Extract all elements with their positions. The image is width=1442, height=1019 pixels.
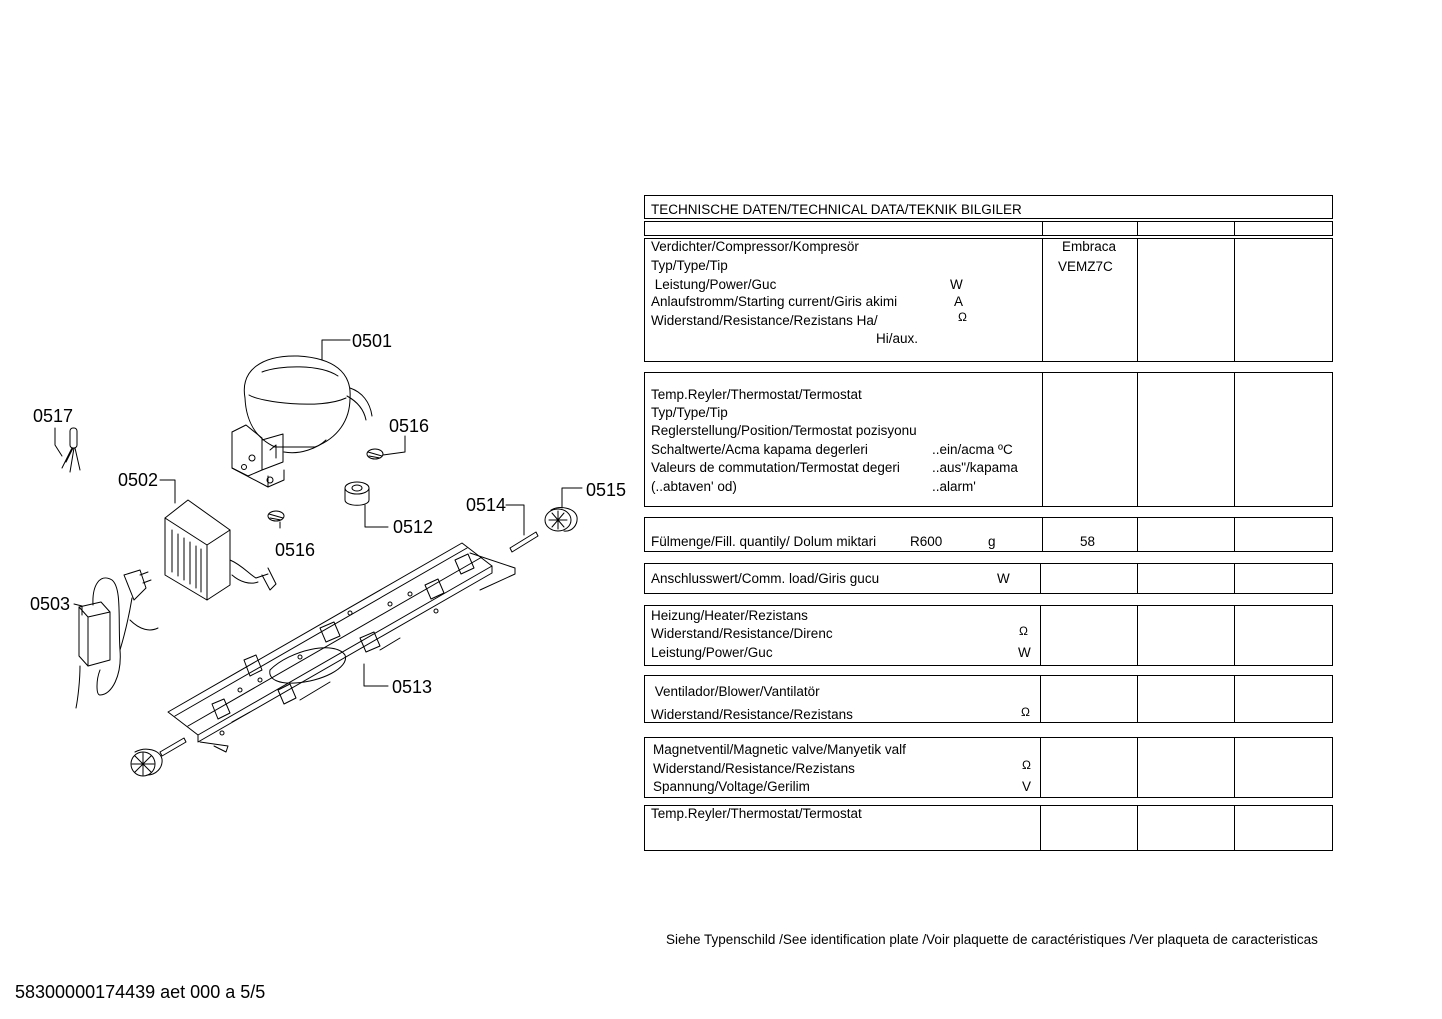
callout-0516-upper: 0516 (389, 416, 430, 436)
blower-resistance-label: Widerstand/Resistance/Rezistans (651, 707, 853, 722)
capacitor-drawing (62, 428, 80, 472)
valve-resistance-label: Widerstand/Resistance/Rezistans (653, 761, 855, 776)
heater-power-unit: W (1018, 645, 1031, 660)
thermostat-on-unit: ..ein/acma ºC (932, 442, 1013, 457)
heater-label: Heizung/Heater/Rezistans (651, 608, 808, 623)
compressor-maker-value: Embraca (1062, 239, 1117, 254)
thermostat-alarm-unit: ..alarm' (932, 479, 976, 494)
compressor-current-unit: A (954, 294, 964, 309)
compressor-drawing (232, 356, 372, 487)
fill-quantity-unit: g (988, 534, 996, 549)
parts-diagram (0, 0, 640, 800)
compressor-power-label: Leistung/Power/Guc (651, 277, 777, 292)
thermostat-label: Temp.Reyler/Thermostat/Termostat (651, 387, 862, 402)
compressor-resistance-label: Widerstand/Resistance/Rezistans Ha/ (651, 313, 878, 328)
power-cord-drawing (76, 570, 158, 708)
document-id: 58300000174439 aet 000 a 5/5 (15, 982, 266, 1002)
thermostat-position-label: Reglerstellung/Position/Termostat pozisyonu (651, 423, 917, 438)
compressor-aux-label: Hi/aux. (876, 331, 919, 346)
compressor-current-label: Anlaufstromm/Starting current/Giris akimi (651, 294, 898, 309)
thermostat-switch-values-label: Schaltwerte/Acma kapama degerleri (651, 442, 868, 457)
compressor-resistance-unit: Ω (958, 310, 967, 324)
thermostat-defrost-label: (..abtaven' od) (651, 479, 737, 494)
callout-0501: 0501 (352, 331, 393, 351)
callout-0515: 0515 (586, 480, 627, 500)
fill-quantity-value: 58 (1080, 534, 1096, 549)
callout-0516-lower: 0516 (275, 540, 316, 560)
compressor-type-value: VEMZ7C (1058, 259, 1113, 274)
connected-load-label: Anschlusswert/Comm. load/Giris gucu (651, 571, 880, 586)
thermostat-type-label: Typ/Type/Tip (651, 405, 728, 420)
refrigerant-type: R600 (910, 534, 943, 549)
valve-voltage-unit: V (1022, 779, 1032, 794)
identification-plate-note: Siehe Typenschild /See identification plate /Voir plaquette de caractéristiques /Ver plaqueta de caracteristicas (666, 932, 1318, 947)
fill-quantity-label: Fülmenge/Fill. quantily/ Dolum miktari (651, 534, 877, 549)
valve-resistance-unit: Ω (1022, 758, 1031, 772)
magnetic-valve-label: Magnetventil/Magnetic valve/Manyetik valf (653, 742, 906, 757)
connected-load-unit: W (997, 571, 1010, 586)
thermostat2-label: Temp.Reyler/Thermostat/Termostat (651, 806, 862, 821)
heater-power-label: Leistung/Power/Guc (651, 645, 773, 660)
blower-resistance-unit: Ω (1021, 705, 1030, 719)
callout-0517: 0517 (33, 406, 74, 426)
heater-resistance-unit: Ω (1019, 624, 1028, 638)
callout-0503: 0503 (30, 594, 71, 614)
column-header-row (644, 221, 1333, 236)
heater-resistance-label: Widerstand/Resistance/Direnc (651, 626, 833, 641)
callout-0502: 0502 (118, 470, 159, 490)
compressor-power-unit: W (950, 277, 963, 292)
thermostat-commutation-label: Valeurs de commutation/Termostat degeri (651, 460, 900, 475)
compressor-type-label: Typ/Type/Tip (651, 258, 728, 273)
table-header-title: TECHNISCHE DATEN/TECHNICAL DATA/TEKNIK BILGILER (651, 202, 1022, 217)
relay-box-drawing (165, 500, 276, 600)
compressor-label: Verdichter/Compressor/Kompresör (651, 239, 859, 254)
valve-voltage-label: Spannung/Voltage/Gerilim (653, 779, 810, 794)
callout-0514: 0514 (466, 495, 507, 515)
blower-label: Ventilador/Blower/Vantilatör (651, 684, 820, 699)
thermostat-off-unit: ..aus"/kapama (932, 460, 1018, 475)
callout-0513: 0513 (392, 677, 433, 697)
callout-0512: 0512 (393, 517, 434, 537)
